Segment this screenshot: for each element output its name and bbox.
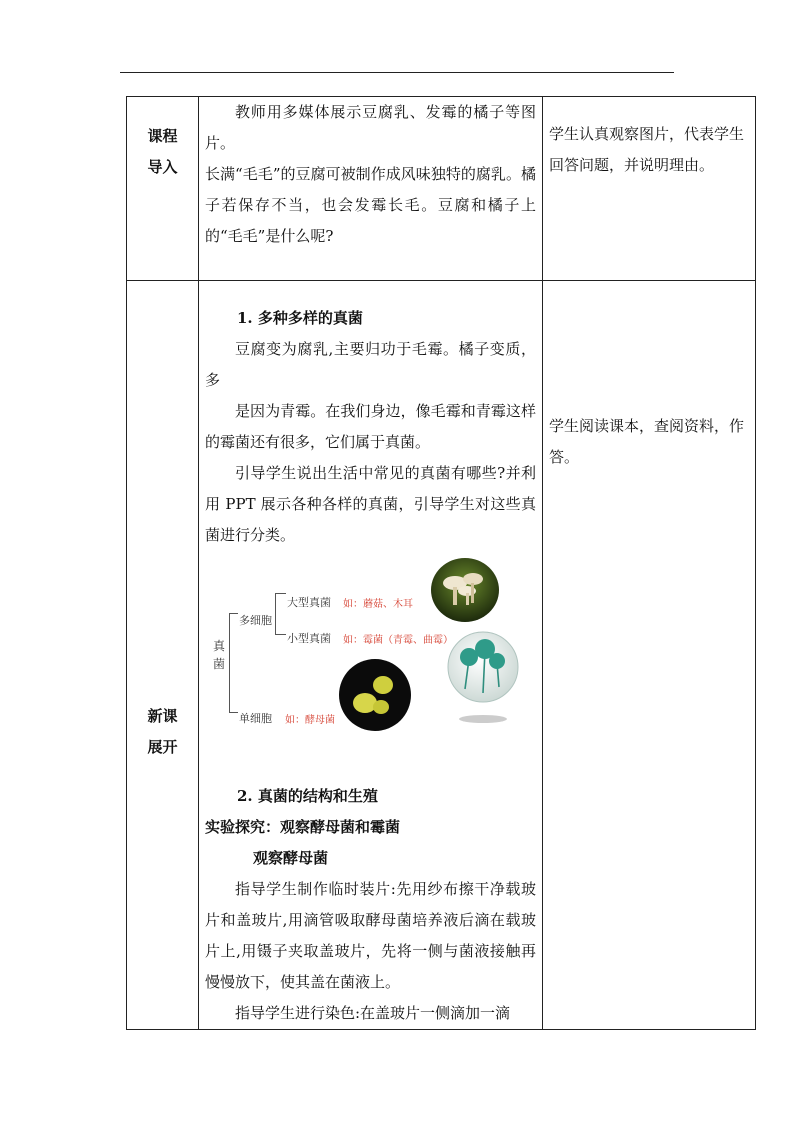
large-fungi-example: 如：蘑菇、木耳 (343, 599, 413, 610)
paragraph: 长满“毛毛”的豆腐可被制作成风味独特的腐乳。橘子若保存不当，也会发霉长毛。豆腐和橘子上的“毛毛”是什么呢? (205, 165, 536, 245)
mushroom-image (429, 557, 501, 623)
lesson-plan-table (126, 96, 756, 1030)
header-rule (120, 72, 674, 73)
label-line: 导入 (147, 158, 178, 176)
paragraph: 豆腐变为腐乳,主要归功于毛霉。橘子变质，多 (205, 340, 536, 389)
paragraph: 指导学生进行染色:在盖玻片一侧滴加一滴 (235, 1004, 511, 1022)
section-heading: 1. 多种多样的真菌 (237, 309, 363, 327)
unicellular-example: 如：酵母菌 (285, 715, 335, 726)
mold-image (445, 629, 521, 725)
label-line: 课程 (147, 127, 178, 145)
paragraph: 是因为青霉。在我们身边，像毛霉和青霉这样的霉菌还有很多，它们属于真菌。 (205, 402, 536, 451)
fungi-classification-diagram (205, 561, 536, 761)
section-heading: 2. 真菌的结构和生殖 (237, 787, 378, 805)
large-fungi-label: 大型真菌 (287, 596, 331, 609)
student-text: 学生阅读课本，查阅资料，作答。 (549, 417, 745, 466)
student-text: 学生认真观察图片，代表学生回答问题，并说明理由。 (549, 125, 745, 174)
paragraph: 教师用多媒体展示豆腐乳、发霉的橘子等图片。 (205, 103, 536, 152)
small-fungi-label: 小型真菌 (287, 632, 331, 645)
label-line: 新课 (147, 707, 178, 725)
multicellular-label: 多细胞 (239, 614, 272, 627)
subsection-heading: 实验探究：观察酵母菌和霉菌 (205, 818, 401, 836)
student-activity-new (543, 281, 756, 1030)
unicellular-label: 单细胞 (239, 712, 272, 725)
subsection-heading: 观察酵母菌 (253, 849, 329, 867)
root-label: 真 (213, 639, 226, 653)
table-row (127, 281, 756, 1030)
student-activity-intro (543, 97, 756, 281)
teacher-activity-new (199, 281, 543, 1030)
paragraph: 引导学生说出生活中常见的真菌有哪些?并利用 PPT 展示各种各样的真菌，引导学生对这些真菌进行分类。 (205, 464, 536, 544)
small-fungi-example: 如：霉菌（青霉、曲霉） (343, 635, 453, 646)
yeast-image (337, 657, 413, 733)
section-label-new (127, 281, 199, 1030)
table-row (127, 97, 756, 281)
root-label: 菌 (213, 657, 226, 671)
teacher-activity-intro (199, 97, 543, 281)
label-line: 展开 (147, 738, 178, 756)
paragraph: 指导学生制作临时装片:先用纱布擦干净载玻片和盖玻片,用滴管吸取酵母菌培养液后滴在载玻片上,用镊子夹取盖玻片，先将一侧与菌液接触再慢慢放下，使其盖在菌液上。 (205, 880, 536, 991)
section-label-intro (127, 97, 199, 281)
